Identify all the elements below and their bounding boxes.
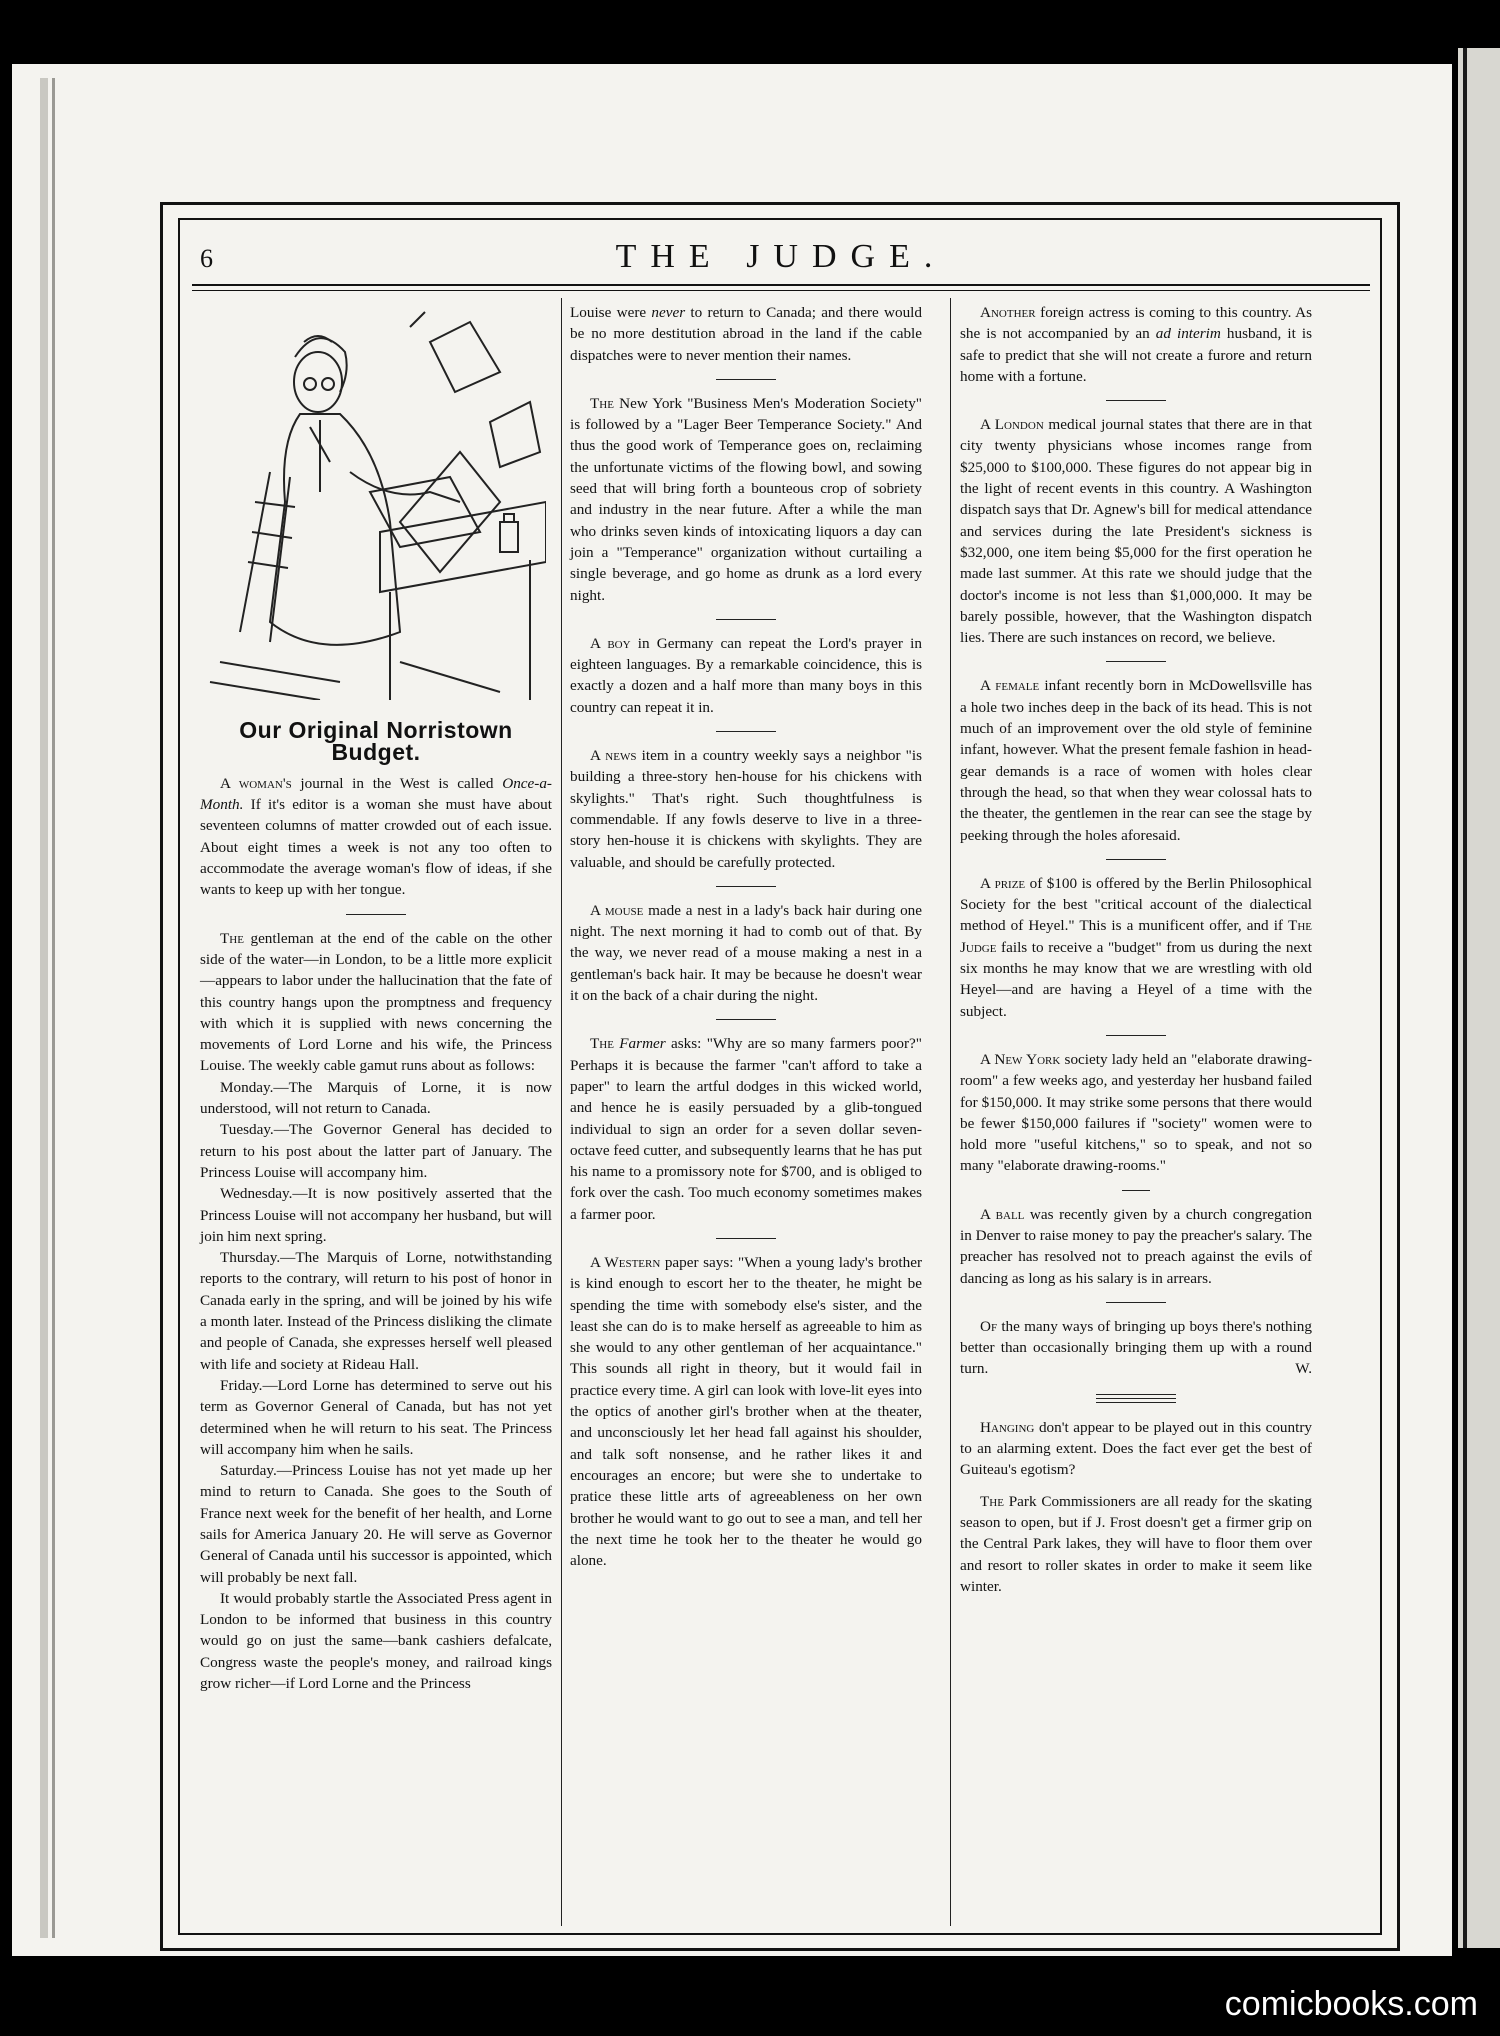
- item-park-commissioners: The Park Commissioners are all ready for the skating season to open, but if J. Frost doesn't get a firmer grip on the Central Park lakes, they will have to floor them over and resort to roller skates in order to make it seem like winter.: [960, 1492, 1312, 1595]
- item-lorne-continued: Louise were never to return to Canada; and there would be no more destitution abroad in the land if the cable dispatches were to never mention their names.: [570, 304, 922, 364]
- item-separator: [1106, 400, 1166, 401]
- author-signature: W.: [1295, 1360, 1312, 1378]
- section-double-rule: [1096, 1394, 1176, 1403]
- page-number: 6: [200, 244, 213, 273]
- column-1: [200, 302, 552, 1694]
- item-new-york-society: A New York society lady held an "elaborate drawing-room" a few weeks ago, and yesterday her husband failed for $150,000. It may strike some persons that there would be fewer $150,000 failures if "society" women were to hold more "useful kitchens," so to speak, and not so many "elaborate drawing-rooms.": [960, 1050, 1313, 1175]
- item-separator: [716, 886, 776, 887]
- item-farmer: The Farmer asks: "Why are so many farmers poor?" Perhaps it is because the farmer "can't afford to take a paper" to learn the artful dodges in this wicked world, and hence he is easily persuaded by a glib-tongued individual to sign an order for a seven dollar seven-octave feed cutter, and subsequently learns that he has put his name to a promissory note for $700, and is obliged to fork over the cash. Too much economy sometimes makes a farmer poor.: [570, 1035, 922, 1223]
- item-berlin-prize: A prize of $100 is offered by the Berlin Philosophical Society for the best "critical account of the dialectical method of Heyel." This is a munificent offer, and if The Judge fails to receive a "budget" from us during the next six months he may know that we are wrestling with old Heyel—and are having a Heyel of a time with the subject.: [960, 874, 1312, 1020]
- item-friday: Friday.—Lord Lorne has determined to serve out his term as Governor General of Canada, but has not yet determined when he will return to his seat. The Princess will accompany him when he sails.: [200, 1376, 552, 1458]
- item-bringing-up-boys: Of the many ways of bringing up boys there's nothing better than occasionally bringing them up with a round turn. W.: [960, 1316, 1312, 1380]
- item-separator: [1106, 1035, 1166, 1036]
- item-cable-gentleman: The gentleman at the end of the cable on the other side of the water—in London, to be a little more explicit—appears to labor under the hallucination that the fate of this country hangs upon the promptness and frequency with which it is supplied with news concerning the movements of Lord Lorne and his wife, the Princess Louise. The weekly cable gamut runs about as follows:: [200, 929, 552, 1075]
- item-separator: [1106, 1302, 1166, 1303]
- item-tuesday: Tuesday.—The Governor General has decided to return to his post about the latter part of January. The Princess Louise will accompany him.: [200, 1121, 552, 1181]
- book-spine: [40, 78, 48, 1938]
- item-separator: [1106, 859, 1166, 860]
- item-foreign-actress: Another foreign actress is coming to this country. As she is not accompanied by an ad interim husband, it is safe to predict that she will not create a furore and return home with a fortune.: [960, 304, 1313, 385]
- book-spine-edge: [52, 78, 55, 1938]
- item-separator: [716, 731, 776, 732]
- item-separator: [716, 1238, 776, 1239]
- column-3: [960, 302, 1312, 1597]
- site-watermark: comicbooks.com: [1224, 1985, 1478, 2023]
- item-separator: [1106, 661, 1166, 662]
- item-separator: [346, 914, 406, 915]
- item-denver-ball: A ball was recently given by a church congregation in Denver to raise money to pay the preacher's salary. The preacher has resolved not to preach against the evils of dancing as long as his salary is in arrears.: [960, 1205, 1312, 1287]
- column-divider-2: [950, 298, 951, 1926]
- item-mouse: A mouse made a nest in a lady's back hair during one night. The next morning it had to comb out of that. By the way, we never read of a mouse making a nest in a gentleman's back hair. It may be because he doesn't wear it on the back of a chair during the night.: [570, 901, 922, 1005]
- item-separator: [716, 619, 776, 620]
- item-separator: [716, 379, 776, 380]
- item-hanging: Hanging don't appear to be played out in this country to an alarming extent. Does the fact ever get the best of Guiteau's egotism?: [960, 1418, 1312, 1479]
- item-thursday: Thursday.—The Marquis of Lorne, notwithstanding reports to the contrary, will return to his post of honor in Canada early in the spring, and will be joined by his wife a month later. Instead of the Princess disliking the climate and people of Canada, she expresses herself well pleased with life and society at Rideau Hall.: [200, 1249, 552, 1373]
- item-saturday: Saturday.—Princess Louise has not yet made up her mind to return to Canada. She goes to the South of France next week for the benefit of her health, and Lorne sails for America January 20. He will serve as Governor General of Canada until his successor is appointed, which will probably be next fall.: [200, 1462, 552, 1586]
- item-monday: Monday.—The Marquis of Lorne, it is now understood, will not return to Canada.: [200, 1078, 552, 1118]
- item-western-paper: A Western paper says: "When a young lady's brother is kind enough to escort her to the theater, he might be spending the time with somebody else's sister, and the least she can do is to make herself as agreeable to him as she would to any other gentleman of her acquaintance." This sounds all right in theory, but it would fail in practice every time. A girl can look with love-lit eyes into the optics of another girl's brother when at the theater, and unconsciously let her head fall against his shoulder, and talk soft nonsense, and he rather likes it and encourages an encore; but were she to undertake to pratice these little arts of agreeableness on her own brother he would want to go out to see a man, and tell her the next time he took her to the theater he would go alone.: [570, 1253, 922, 1570]
- item-hen-house: A news item in a country weekly says a neighbor "is building a three-story hen-house for his chickens with skylights." That's right. Such thoughtfulness is commendable. If any fowls deserve to live in a three-story hen-house it is chickens with skylights. They are valuable, and should be carefully protected.: [570, 747, 922, 871]
- header-rule-thin: [192, 290, 1370, 291]
- facing-page-rule: [1463, 48, 1467, 1948]
- header-rule: [192, 284, 1370, 286]
- column-divider-1: [561, 298, 562, 1926]
- page-header: [200, 238, 1362, 286]
- item-separator: [716, 1019, 776, 1020]
- item-womans-journal: A woman's journal in the West is called Once-a-Month. If it's editor is a woman she must have about seventeen columns of matter crowded out of each issue. About eight times a week is not any too often to accommodate the average woman's flow of ideas, if she wants to keep up with her tongue.: [200, 774, 552, 899]
- budget-heading: Our Original Norristown Budget.: [239, 717, 513, 765]
- column-2: [570, 302, 922, 1571]
- item-associated-press: It would probably startle the Associated Press agent in London to be informed that business in this country would go on just the same—bank cashiers defalcate, Congress waste the people's money, and railroad kings grow richer—if Lord Lorne and the Princess: [200, 1589, 552, 1693]
- masthead-title: THE JUDGE.: [615, 238, 947, 275]
- woman-writing-illustration: [200, 302, 546, 700]
- item-london-journal: A London medical journal states that there are in that city twenty physicians whose incomes range from $25,000 to $100,000. These figures do not appear big in the light of recent events in this country. A Washington dispatch says that Dr. Agnew's bill for medical attendance and services during the late President's sickness is $32,000, one item being $5,000 for the first operation he made last summer. At this rate we should judge that the doctor's income is not less than $1,000,000. It may be barely possible, however, that the Washington dispatch lies. There are such instances on record, we believe.: [960, 416, 1312, 647]
- item-german-boy: A boy in Germany can repeat the Lord's prayer in eighteen languages. By a remarkable coincidence, this is exactly a dozen and a half more than many boys in this country can repeat it in.: [570, 634, 922, 716]
- item-separator-short: [1122, 1190, 1150, 1191]
- item-temperance: The New York "Business Men's Moderation Society" is followed by a "Lager Beer Temperance Society." And thus the good work of Temperance goes on, reclaiming the unfortunate victims of the flowing bowl, and sowing seed that will bring forth a bounteous crop of sobriety and industry in the near future. After a while the man who drinks seven kinds of intoxicating liquors a day can join a "Temperance" organization without curtailing a single beverage, and go home as drunk as a lord every night.: [570, 394, 922, 604]
- item-wednesday: Wednesday.—It is now positively asserted that the Princess Louise will not accompany her husband, but will join him next spring.: [200, 1185, 552, 1245]
- item-female-infant: A female infant recently born in McDowellsville has a hole two inches deep in the back of its head. This is not much of an improvement over the old style of feminine infant, however. What the present female fashion in head-gear demands is a race of women with holes clear through the head, so that when they wear colossal hats to the theater, the gentlemen in the rear can see the stage by peeking through the holes aforesaid.: [960, 677, 1312, 844]
